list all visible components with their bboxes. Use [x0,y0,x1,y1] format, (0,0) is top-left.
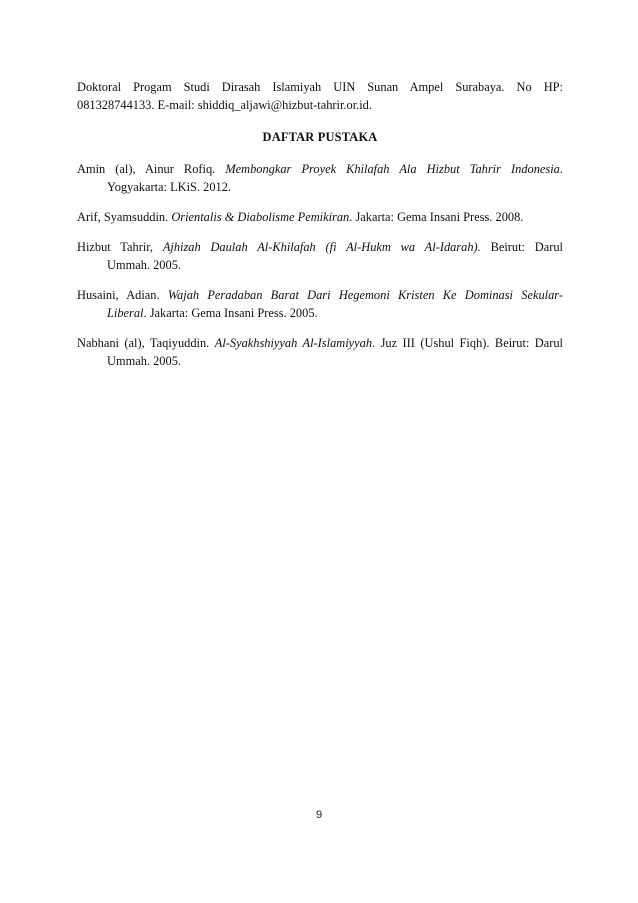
affiliation-line: Doktoral Progam Studi Dirasah Islamiyah UIN Sunan Ampel Surabaya. No HP: [77,80,563,94]
reference-title: Orientalis & Diabolisme Pemikiran [171,210,350,224]
reference-title: Membongkar Proyek Khilafah Ala Hizbut Tahrir Indonesia [225,162,560,176]
reference-title-suffix: . [559,162,563,176]
reference-author: Hizbut Tahrir, [77,240,153,254]
reference-item [77,208,563,226]
reference-author: Amin (al), Ainur Rofiq. [77,162,216,176]
reference-item [77,238,563,274]
reference-publication-start: . Juz III (Ushul Fiqh). Beirut: Darul [372,336,563,350]
reference-publication-start: Beirut: Darul [480,240,564,254]
reference-title: Al-Syakhshiyyah Al-Islamiyyah [214,336,373,350]
reference-author: Nabhani (al), Taqiyuddin. [77,336,210,350]
reference-list [77,160,563,370]
page-number: 9 [315,809,323,821]
reference-publication: . Jakarta: Gema Insani Press. 2005. [143,306,318,320]
reference-item [77,160,563,196]
reference-title-continued: Liberal [107,306,144,320]
reference-title: Ajhizah Daulah Al-Khilafah (fi Al-Hukm wa Al-Idarah). [162,240,481,254]
reference-publication: Yogyakarta: LKiS. 2012. [107,180,232,194]
reference-publication: . Jakarta: Gema Insani Press. 2008. [349,210,524,224]
contact-line: 081328744133. E-mail: shiddiq_aljawi@hizbut-tahrir.or.id. [77,98,372,112]
reference-publication: Ummah. 2005. [107,258,181,272]
reference-author: Arif, Syamsuddin. [77,210,169,224]
reference-author: Husaini, Adian. [77,288,160,302]
bibliography-heading: DAFTAR PUSTAKA [262,130,378,144]
reference-title: Wajah Peradaban Barat Dari Hegemoni Kristen Ke Dominasi Sekular- [167,288,563,302]
reference-item [77,286,563,322]
reference-publication: Ummah. 2005. [107,354,181,368]
page-content [77,78,563,382]
reference-item [77,334,563,370]
author-affiliation-paragraph [77,78,563,114]
